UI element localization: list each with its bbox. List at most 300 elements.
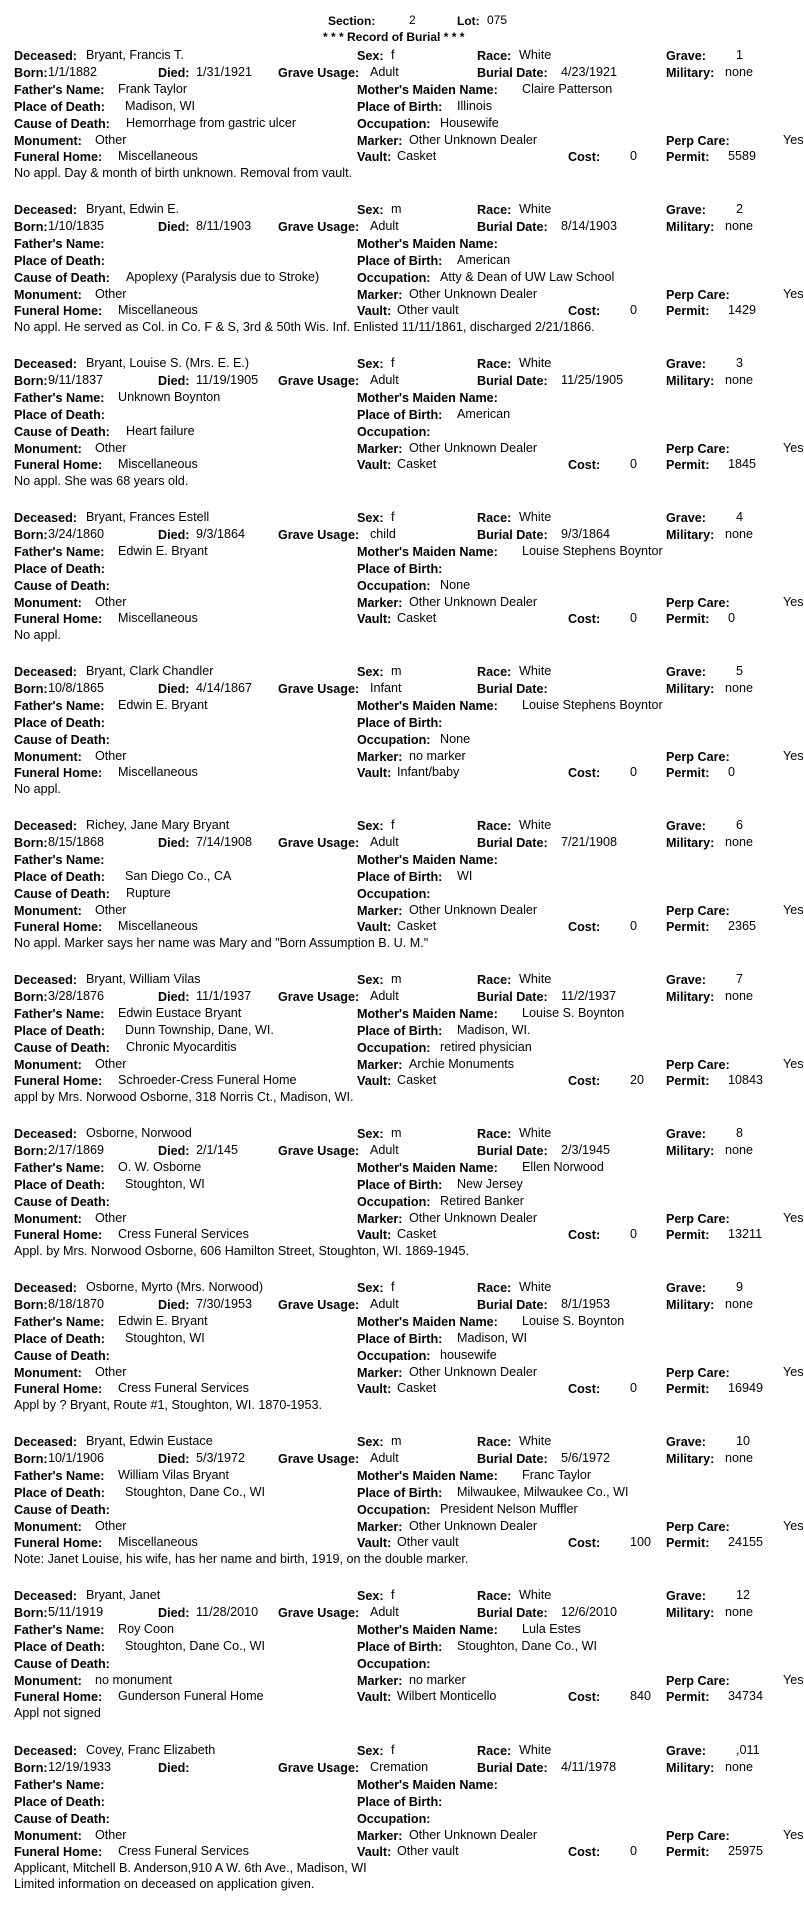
race-label: Race: (477, 973, 512, 987)
record-notes: Appl by ? Bryant, Route #1, Stoughton, WI. 1870-1953. (14, 1398, 323, 1412)
grave-label: Grave: (666, 357, 706, 371)
marker-label: Marker: (357, 1366, 403, 1380)
burial-record (0, 664, 804, 819)
deceased-value: Bryant, Francis T. (86, 48, 184, 62)
mother-maiden-name-label: Mother's Maiden Name: (357, 1469, 498, 1483)
born-label: Born: (14, 682, 48, 696)
place-of-death-label: Place of Death: (14, 100, 105, 114)
occupation-value: Atty & Dean of UW Law School (440, 270, 615, 284)
cost-value: 100 (630, 1535, 652, 1549)
grave-usage-value: Adult (370, 65, 399, 79)
military-value: none (725, 219, 754, 233)
marker-label: Marker: (357, 1520, 403, 1534)
vault-value: Other vault (397, 1535, 459, 1549)
vault-value: Casket (397, 457, 437, 471)
father-name-label: Father's Name: (14, 853, 105, 867)
occupation-label: Occupation: (357, 887, 431, 901)
mother-maiden-name-label: Mother's Maiden Name: (357, 1007, 498, 1021)
monument-label: Monument: (14, 1366, 82, 1380)
place-of-birth-label: Place of Birth: (357, 408, 443, 422)
race-value: White (519, 48, 552, 62)
born-value: 10/1/1906 (48, 1451, 105, 1465)
vault-value: Casket (397, 1381, 437, 1395)
burial-record (0, 1743, 804, 1898)
burial-date-label: Burial Date: (477, 374, 548, 388)
mother-maiden-name-value: Claire Patterson (522, 82, 613, 96)
occupation-label: Occupation: (357, 1812, 431, 1826)
grave-label: Grave: (666, 819, 706, 833)
died-label: Died: (158, 1606, 190, 1620)
funeral-home-value: Cress Funeral Services (118, 1844, 249, 1858)
permit-label: Permit: (666, 1228, 710, 1242)
race-label: Race: (477, 203, 512, 217)
place-of-death-value: San Diego Co., CA (125, 869, 232, 883)
cost-value: 0 (630, 611, 638, 625)
sex-value: f (391, 48, 395, 62)
died-value: 5/3/1972 (196, 1451, 246, 1465)
place-of-birth-label: Place of Birth: (357, 1640, 443, 1654)
vault-value: Wilbert Monticello (397, 1689, 497, 1703)
born-value: 10/8/1865 (48, 681, 105, 695)
funeral-home-value: Cress Funeral Services (118, 1381, 249, 1395)
funeral-home-label: Funeral Home: (14, 1690, 103, 1704)
race-value: White (519, 1126, 552, 1140)
deceased-value: Osborne, Norwood (86, 1126, 192, 1140)
died-label: Died: (158, 1452, 190, 1466)
grave-value: 5 (736, 664, 744, 678)
permit-label: Permit: (666, 304, 710, 318)
burial-date-value: 8/14/1903 (561, 219, 618, 233)
died-value: 2/1/145 (196, 1143, 239, 1157)
marker-label: Marker: (357, 442, 403, 456)
cause-of-death-value: Heart failure (126, 424, 195, 438)
place-of-death-value: Madison, WI (125, 99, 195, 113)
deceased-label: Deceased: (14, 665, 78, 679)
monument-value: Other (95, 1211, 127, 1225)
cost-label: Cost: (568, 458, 601, 472)
monument-value: Other (95, 1519, 127, 1533)
grave-label: Grave: (666, 203, 706, 217)
deceased-label: Deceased: (14, 1589, 78, 1603)
father-name-label: Father's Name: (14, 1623, 105, 1637)
marker-value: Other Unknown Dealer (409, 1519, 538, 1533)
burial-date-value: 2/3/1945 (561, 1143, 611, 1157)
grave-value: ,011 (736, 1743, 760, 1757)
place-of-death-value: Stoughton, Dane Co., WI (125, 1639, 266, 1653)
race-label: Race: (477, 1589, 512, 1603)
marker-value: Other Unknown Dealer (409, 903, 538, 917)
burial-date-label: Burial Date: (477, 66, 548, 80)
born-value: 9/11/1837 (48, 373, 104, 387)
vault-value: Casket (397, 1073, 437, 1087)
marker-value: Other Unknown Dealer (409, 595, 538, 609)
grave-value: 8 (736, 1126, 744, 1140)
marker-value: no marker (409, 749, 466, 763)
funeral-home-value: Miscellaneous (118, 611, 198, 625)
died-label: Died: (158, 1298, 190, 1312)
vault-label: Vault: (357, 766, 392, 780)
sex-value: f (391, 356, 395, 370)
permit-label: Permit: (666, 1074, 710, 1088)
military-label: Military: (666, 1452, 715, 1466)
permit-label: Permit: (666, 1382, 710, 1396)
permit-value: 24155 (728, 1535, 764, 1549)
grave-value: 3 (736, 356, 744, 370)
perp-care-label: Perp Care: (666, 1674, 730, 1688)
cost-value: 0 (630, 303, 638, 317)
deceased-value: Bryant, Janet (86, 1588, 161, 1602)
grave-usage-value: Adult (370, 373, 399, 387)
burial-date-label: Burial Date: (477, 682, 548, 696)
race-value: White (519, 510, 552, 524)
vault-label: Vault: (357, 1536, 392, 1550)
father-name-value: Unknown Boynton (118, 390, 221, 404)
perp-care-value: Yes (783, 903, 804, 917)
sex-value: f (391, 1280, 395, 1294)
cause-of-death-label: Cause of Death: (14, 887, 110, 901)
born-label: Born: (14, 1144, 48, 1158)
military-value: none (725, 373, 754, 387)
occupation-value: retired physician (440, 1040, 532, 1054)
born-label: Born: (14, 374, 48, 388)
mother-maiden-name-value: Lula Estes (522, 1622, 581, 1636)
vault-value: Other vault (397, 1844, 459, 1858)
sex-value: f (391, 1588, 395, 1602)
record-notes-extra: Limited information on deceased on application given. (14, 1877, 315, 1891)
born-value: 8/15/1868 (48, 835, 105, 849)
permit-label: Permit: (666, 1690, 710, 1704)
occupation-label: Occupation: (357, 1041, 431, 1055)
deceased-label: Deceased: (14, 1435, 78, 1449)
perp-care-value: Yes (783, 595, 804, 609)
father-name-label: Father's Name: (14, 83, 105, 97)
monument-label: Monument: (14, 904, 82, 918)
place-of-death-label: Place of Death: (14, 1795, 105, 1809)
place-of-birth-label: Place of Birth: (357, 254, 443, 268)
lot-value: 075 (487, 13, 508, 27)
military-label: Military: (666, 836, 715, 850)
occupation-label: Occupation: (357, 425, 431, 439)
died-label: Died: (158, 990, 190, 1004)
sex-value: f (391, 1743, 395, 1757)
race-label: Race: (477, 1281, 512, 1295)
record-notes: Appl. by Mrs. Norwood Osborne, 606 Hamilton Street, Stoughton, WI. 1869-1945. (14, 1244, 470, 1258)
died-value: 11/19/1905 (196, 373, 259, 387)
grave-value: 1 (736, 48, 744, 62)
grave-usage-label: Grave Usage: (278, 66, 360, 80)
father-name-value: Edwin Eustace Bryant (118, 1006, 242, 1020)
place-of-birth-label: Place of Birth: (357, 562, 443, 576)
funeral-home-label: Funeral Home: (14, 766, 103, 780)
sex-value: m (391, 202, 402, 216)
grave-usage-label: Grave Usage: (278, 528, 360, 542)
place-of-death-label: Place of Death: (14, 1332, 105, 1346)
race-label: Race: (477, 511, 512, 525)
grave-value: 6 (736, 818, 744, 832)
sex-label: Sex: (357, 819, 384, 833)
perp-care-value: Yes (783, 1519, 804, 1533)
burial-record (0, 972, 804, 1127)
grave-value: 4 (736, 510, 744, 524)
grave-usage-label: Grave Usage: (278, 1606, 360, 1620)
grave-usage-value: Adult (370, 1297, 399, 1311)
perp-care-label: Perp Care: (666, 1058, 730, 1072)
race-value: White (519, 1280, 552, 1294)
section-value: 2 (409, 13, 416, 27)
grave-usage-label: Grave Usage: (278, 836, 360, 850)
monument-label: Monument: (14, 1212, 82, 1226)
race-label: Race: (477, 1127, 512, 1141)
military-label: Military: (666, 220, 715, 234)
died-label: Died: (158, 1761, 190, 1775)
permit-label: Permit: (666, 612, 710, 626)
marker-value: Other Unknown Dealer (409, 133, 538, 147)
burial-record (0, 202, 804, 357)
monument-value: Other (95, 595, 127, 609)
grave-usage-label: Grave Usage: (278, 374, 360, 388)
perp-care-label: Perp Care: (666, 288, 730, 302)
cause-of-death-label: Cause of Death: (14, 117, 110, 131)
monument-value: Other (95, 133, 127, 147)
perp-care-value: Yes (783, 1211, 804, 1225)
died-value: 9/3/1864 (196, 527, 246, 541)
military-value: none (725, 1297, 754, 1311)
sex-label: Sex: (357, 1127, 384, 1141)
funeral-home-label: Funeral Home: (14, 612, 103, 626)
cause-of-death-label: Cause of Death: (14, 1503, 110, 1517)
place-of-birth-label: Place of Birth: (357, 870, 443, 884)
monument-label: Monument: (14, 134, 82, 148)
vault-value: Casket (397, 1227, 437, 1241)
occupation-label: Occupation: (357, 1195, 431, 1209)
cost-label: Cost: (568, 1228, 601, 1242)
burial-date-label: Burial Date: (477, 1144, 548, 1158)
marker-label: Marker: (357, 134, 403, 148)
sex-label: Sex: (357, 1589, 384, 1603)
burial-date-value: 11/2/1937 (561, 989, 617, 1003)
cost-value: 0 (630, 765, 638, 779)
cause-of-death-label: Cause of Death: (14, 579, 110, 593)
military-label: Military: (666, 682, 715, 696)
burial-date-value: 11/25/1905 (561, 373, 624, 387)
grave-usage-label: Grave Usage: (278, 1761, 360, 1775)
father-name-value: Edwin E. Bryant (118, 544, 208, 558)
perp-care-value: Yes (783, 749, 804, 763)
cost-label: Cost: (568, 1845, 601, 1859)
deceased-label: Deceased: (14, 511, 78, 525)
marker-label: Marker: (357, 1674, 403, 1688)
died-value: 7/14/1908 (196, 835, 253, 849)
grave-usage-value: Infant (370, 681, 402, 695)
perp-care-value: Yes (783, 441, 804, 455)
funeral-home-value: Miscellaneous (118, 303, 198, 317)
perp-care-label: Perp Care: (666, 904, 730, 918)
permit-value: 34734 (728, 1689, 764, 1703)
place-of-birth-value: Stoughton, Dane Co., WI (457, 1639, 598, 1653)
military-label: Military: (666, 528, 715, 542)
grave-usage-value: Cremation (370, 1760, 429, 1774)
place-of-death-value: Stoughton, WI (125, 1177, 205, 1191)
military-label: Military: (666, 1606, 715, 1620)
mother-maiden-name-label: Mother's Maiden Name: (357, 237, 498, 251)
perp-care-value: Yes (783, 1673, 804, 1687)
born-label: Born: (14, 66, 48, 80)
born-value: 5/11/1919 (48, 1605, 104, 1619)
mother-maiden-name-label: Mother's Maiden Name: (357, 391, 498, 405)
grave-usage-value: Adult (370, 1143, 399, 1157)
cause-of-death-value: Rupture (126, 886, 171, 900)
perp-care-value: Yes (783, 1057, 804, 1071)
race-value: White (519, 972, 552, 986)
race-value: White (519, 664, 552, 678)
funeral-home-value: Miscellaneous (118, 457, 198, 471)
record-notes: No appl. Marker says her name was Mary and "Born Assumption B. U. M." (14, 936, 429, 950)
marker-label: Marker: (357, 288, 403, 302)
burial-date-label: Burial Date: (477, 1606, 548, 1620)
grave-value: 12 (736, 1588, 751, 1602)
military-value: none (725, 65, 754, 79)
burial-date-value: 8/1/1953 (561, 1297, 611, 1311)
military-label: Military: (666, 66, 715, 80)
born-label: Born: (14, 528, 48, 542)
place-of-birth-value: Madison, WI. (457, 1023, 531, 1037)
deceased-label: Deceased: (14, 49, 78, 63)
cost-value: 0 (630, 1227, 638, 1241)
race-label: Race: (477, 357, 512, 371)
record-header (0, 12, 800, 46)
born-value: 3/28/1876 (48, 989, 105, 1003)
military-value: none (725, 527, 754, 541)
cost-value: 0 (630, 1844, 638, 1858)
cause-of-death-label: Cause of Death: (14, 1041, 110, 1055)
sex-label: Sex: (357, 203, 384, 217)
place-of-birth-value: American (457, 253, 511, 267)
died-value: 11/28/2010 (196, 1605, 259, 1619)
burial-record (0, 1588, 804, 1743)
vault-label: Vault: (357, 304, 392, 318)
grave-label: Grave: (666, 1127, 706, 1141)
monument-value: Other (95, 749, 127, 763)
record-notes: Appl not signed (14, 1706, 101, 1720)
cost-value: 840 (630, 1689, 652, 1703)
deceased-value: Bryant, Frances Estell (86, 510, 210, 524)
military-value: none (725, 1605, 754, 1619)
place-of-death-label: Place of Death: (14, 870, 105, 884)
deceased-value: Bryant, William Vilas (86, 972, 201, 986)
burial-date-value: 12/6/2010 (561, 1605, 618, 1619)
died-value: 11/1/1937 (196, 989, 252, 1003)
marker-value: Archie Monuments (409, 1057, 514, 1071)
vault-value: Infant/baby (397, 765, 460, 779)
funeral-home-label: Funeral Home: (14, 1382, 103, 1396)
born-label: Born: (14, 220, 48, 234)
deceased-label: Deceased: (14, 973, 78, 987)
race-label: Race: (477, 665, 512, 679)
perp-care-label: Perp Care: (666, 1366, 730, 1380)
permit-label: Permit: (666, 150, 710, 164)
race-value: White (519, 1743, 552, 1757)
place-of-death-label: Place of Death: (14, 716, 105, 730)
grave-usage-value: Adult (370, 989, 399, 1003)
marker-value: Other Unknown Dealer (409, 1365, 538, 1379)
vault-label: Vault: (357, 458, 392, 472)
permit-value: 0 (728, 611, 736, 625)
grave-label: Grave: (666, 1744, 706, 1758)
grave-value: 10 (736, 1434, 751, 1448)
deceased-label: Deceased: (14, 819, 78, 833)
marker-label: Marker: (357, 596, 403, 610)
deceased-label: Deceased: (14, 203, 78, 217)
place-of-birth-label: Place of Birth: (357, 1024, 443, 1038)
race-label: Race: (477, 1744, 512, 1758)
father-name-label: Father's Name: (14, 1161, 105, 1175)
cost-label: Cost: (568, 766, 601, 780)
monument-value: Other (95, 1365, 127, 1379)
grave-label: Grave: (666, 665, 706, 679)
died-label: Died: (158, 374, 190, 388)
died-label: Died: (158, 1144, 190, 1158)
grave-usage-label: Grave Usage: (278, 1144, 360, 1158)
died-label: Died: (158, 836, 190, 850)
grave-usage-label: Grave Usage: (278, 682, 360, 696)
born-value: 1/1/1882 (48, 65, 98, 79)
place-of-birth-label: Place of Birth: (357, 1332, 443, 1346)
burial-record (0, 1280, 804, 1435)
burial-date-value: 4/11/1978 (561, 1760, 617, 1774)
mother-maiden-name-value: Louise S. Boynton (522, 1314, 625, 1328)
grave-usage-label: Grave Usage: (278, 990, 360, 1004)
mother-maiden-name-value: Ellen Norwood (522, 1160, 604, 1174)
vault-value: Casket (397, 919, 437, 933)
cost-value: 0 (630, 149, 638, 163)
place-of-birth-value: New Jersey (457, 1177, 523, 1191)
father-name-label: Father's Name: (14, 545, 105, 559)
died-label: Died: (158, 220, 190, 234)
grave-label: Grave: (666, 1281, 706, 1295)
vault-value: Casket (397, 149, 437, 163)
permit-value: 2365 (728, 919, 757, 933)
born-label: Born: (14, 836, 48, 850)
mother-maiden-name-label: Mother's Maiden Name: (357, 853, 498, 867)
grave-value: 2 (736, 202, 744, 216)
cause-of-death-value: Chronic Myocarditis (126, 1040, 237, 1054)
born-value: 3/24/1860 (48, 527, 105, 541)
burial-date-value: 5/6/1972 (561, 1451, 611, 1465)
funeral-home-value: Miscellaneous (118, 1535, 198, 1549)
permit-value: 25975 (728, 1844, 764, 1858)
military-value: none (725, 1760, 754, 1774)
sex-label: Sex: (357, 1435, 384, 1449)
monument-value: Other (95, 1057, 127, 1071)
burial-record (0, 818, 804, 973)
place-of-death-label: Place of Death: (14, 562, 105, 576)
born-label: Born: (14, 1298, 48, 1312)
record-notes: Note: Janet Louise, his wife, has her name and birth, 1919, on the double marker. (14, 1552, 469, 1566)
died-label: Died: (158, 66, 190, 80)
father-name-value: Frank Taylor (118, 82, 188, 96)
permit-value: 16949 (728, 1381, 764, 1395)
grave-usage-value: Adult (370, 219, 399, 233)
deceased-label: Deceased: (14, 1127, 78, 1141)
sex-value: m (391, 664, 402, 678)
sex-label: Sex: (357, 511, 384, 525)
marker-value: Other Unknown Dealer (409, 1828, 538, 1842)
mother-maiden-name-label: Mother's Maiden Name: (357, 1623, 498, 1637)
military-label: Military: (666, 1144, 715, 1158)
cause-of-death-value: Hemorrhage from gastric ulcer (126, 116, 297, 130)
occupation-value: Housewife (440, 116, 499, 130)
perp-care-value: Yes (783, 133, 804, 147)
